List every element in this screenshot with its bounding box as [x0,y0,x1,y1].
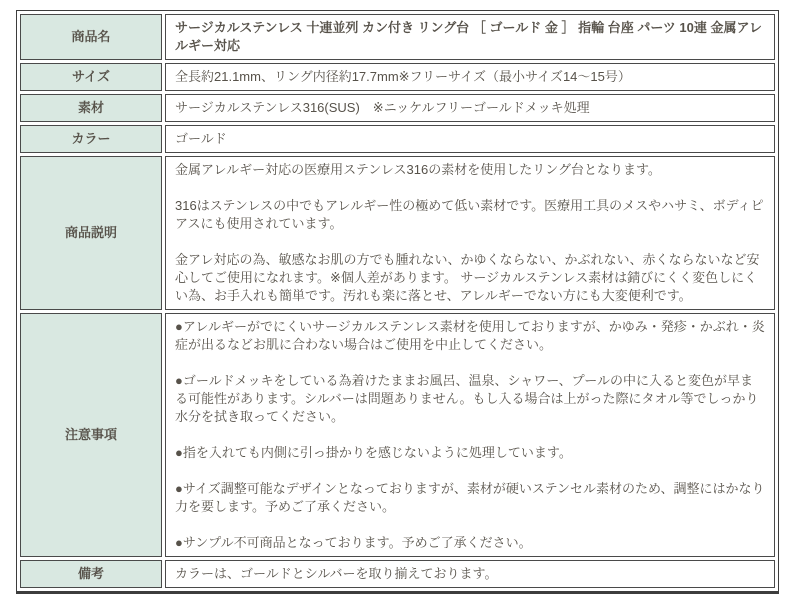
row-content [165,313,775,557]
paragraph: カラーは、ゴールドとシルバーを取り揃えております。 [175,566,498,581]
table-row [20,63,775,91]
row-content [165,560,775,588]
table-row [20,560,775,588]
table-row [20,313,775,557]
row-label: 素材 [20,94,162,122]
row-label: 注意事項 [20,313,162,557]
paragraph: ●サイズ調整可能なデザインとなっておりますが、素材が硬いステンセル素材のため、調整にはかなり力を要します。予めご了承ください。 [175,481,765,514]
paragraph: ●指を入れても内側に引っ掛かりを感じないように処理しています。 [175,445,572,460]
paragraph: 金アレ対応の為、敏感なお肌の方でも腫れない、かゆくならない、かぶれない、赤くならないなど安心してご使用になれます。※個人差があります。 サージカルステンレス素材は錆びにくく変色しにくい為、お手入れも簡単です。汚れも楽に落とせ、アレルギーでない方にも大変便利です。 [175,252,760,303]
row-content [165,125,775,153]
row-label: カラー [20,125,162,153]
paragraph: ●サンプル不可商品となっております。予めご了承ください。 [175,535,532,550]
paragraph: 金属アレルギー対応の医療用ステンレス316の素材を使用したリング台となります。 [175,162,661,177]
row-label: 商品名 [20,14,162,60]
table-row [20,125,775,153]
paragraph: サージカルステンレス 十連並列 カン付き リング台 ［ ゴールド 金 ］ 指輪 台座 パーツ 10連 金属アレルギー対応 [175,20,762,53]
row-label: 商品説明 [20,156,162,310]
paragraph: サージカルステンレス316(SUS) ※ニッケルフリーゴールドメッキ処理 [175,100,590,115]
paragraph: ●アレルギーがでにくいサージカルステンレス素材を使用しておりますが、かゆみ・発疹・かぶれ・炎症が出るなどお肌に合わない場合はご使用を中止してください。 [175,319,765,352]
paragraph: 316はステンレスの中でもアレルギー性の極めて低い素材です。医療用工具のメスやハサミ、ボディピアスにも使用されています。 [175,198,764,231]
row-content [165,14,775,60]
paragraph: ●ゴールドメッキをしている為着けたままお風呂、温泉、シャワー、プールの中に入ると変色が早まる可能性があります。シルバーは問題ありません。もし入る場合は上がった際にタオル等でしっかり水分を拭き取ってください。 [175,373,759,424]
row-content [165,63,775,91]
table-row [20,156,775,310]
table-row [20,94,775,122]
paragraph: ゴールド [175,131,227,146]
spec-table-body [20,14,775,588]
row-content [165,156,775,310]
table-row [20,14,775,60]
row-content [165,94,775,122]
paragraph: 全長約21.1mm、リング内径約17.7mm※フリーサイズ（最小サイズ14～15号） [175,69,631,84]
row-label: サイズ [20,63,162,91]
product-spec-table [16,10,779,594]
row-label: 備考 [20,560,162,588]
